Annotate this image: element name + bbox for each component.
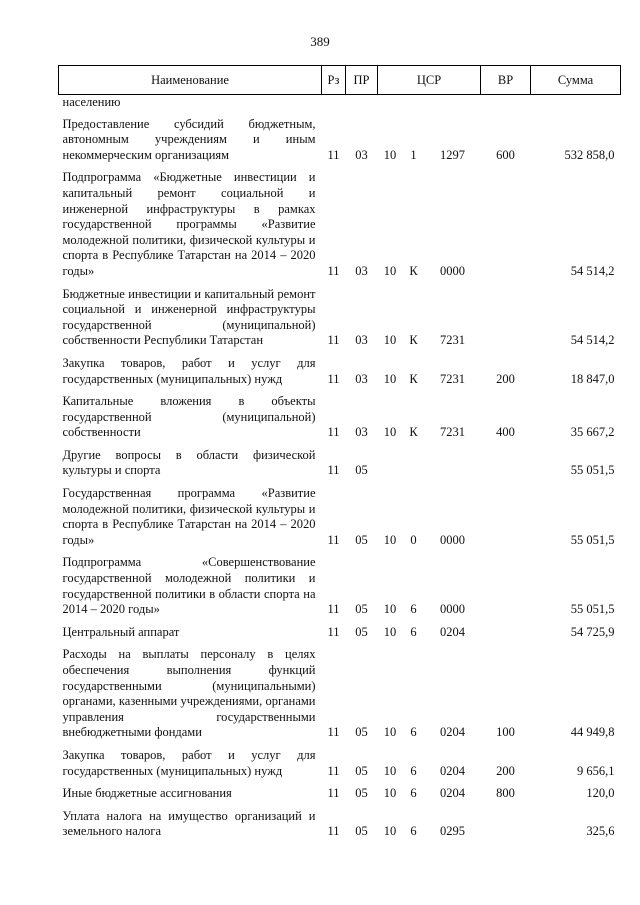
table-cell-sum: 55 051,5 [570, 463, 615, 478]
table-cell-pr: 05 [355, 602, 368, 617]
table-cell-name: Уплата налога на имущество организаций и земельного налога [62, 808, 316, 839]
table-cell-csr-direction: 0204 [440, 763, 465, 778]
table-cell-csr-subprogram: К [409, 263, 418, 278]
table-cell-vr: 600 [496, 147, 515, 162]
table-cell-rz: 11 [327, 824, 340, 839]
table-cell-rz: 11 [327, 763, 340, 778]
table-cell-csr-direction: 7231 [440, 425, 465, 440]
table-cell-csr-program [378, 448, 403, 486]
table-cell-csr-program: 10 [383, 425, 397, 440]
table-cell-pr: 05 [355, 624, 368, 639]
table-cell-csr-subprogram: К [409, 425, 418, 440]
table-cell-pr: 03 [355, 263, 368, 278]
table-cell-rz: 11 [327, 371, 340, 386]
table-cell-csr-program: 10 [383, 147, 397, 162]
table-cell-vr [481, 486, 531, 555]
table-cell-csr-direction [425, 95, 481, 117]
header-pr: ПР [346, 66, 378, 95]
table-row [59, 170, 621, 286]
table-cell-sum: 532 858,0 [564, 147, 615, 162]
table-cell-name: Бюджетные инвестиции и капитальный ремонт социальной и инженерной инфраструктуры государственной (муниципальной) собственности Республики Татарстан [62, 286, 316, 348]
table-cell-pr: 03 [355, 333, 368, 348]
table-cell-vr [481, 625, 531, 648]
table-cell-csr-direction: 7231 [440, 371, 465, 386]
table-cell-csr-subprogram: 6 [410, 824, 417, 839]
table-cell-csr-subprogram: 6 [410, 725, 417, 740]
table-cell-csr-subprogram [403, 95, 425, 117]
header-rz: Рз [322, 66, 346, 95]
table-cell-sum: 55 051,5 [570, 602, 615, 617]
table-cell-pr: 03 [355, 371, 368, 386]
table-cell-vr: 400 [496, 425, 515, 440]
table-cell-vr: 800 [496, 786, 515, 801]
table-cell-csr-direction: 0204 [440, 725, 465, 740]
table-cell-sum [531, 95, 621, 117]
table-cell-sum: 54 514,2 [570, 333, 615, 348]
table-cell-csr-program [378, 95, 403, 117]
table-cell-pr: 03 [355, 147, 368, 162]
table-cell-csr-direction: 0000 [440, 602, 465, 617]
table-row [59, 95, 621, 117]
table-cell-csr-program: 10 [383, 824, 397, 839]
table-cell-rz: 11 [327, 624, 340, 639]
table-row [59, 625, 621, 648]
table-cell-sum: 35 667,2 [570, 425, 615, 440]
table-cell-csr-program: 10 [383, 763, 397, 778]
table-cell-csr-direction: 0204 [440, 786, 465, 801]
table-cell-csr-direction: 0204 [440, 624, 465, 639]
table-cell-sum: 55 051,5 [570, 532, 615, 547]
table-cell-csr-subprogram: 6 [410, 763, 417, 778]
table-cell-sum: 54 514,2 [570, 263, 615, 278]
table-cell-name: Подпрограмма «Совершенствование государственной молодежной политики и государственной политики в области спорта на 2014 – 2020 годы» [62, 555, 316, 617]
table-cell-name: Государственная программа «Развитие молодежной политики, физической культуры и спорта в Республике Татарстан на 2014 – 2020 годы» [62, 486, 316, 547]
table-cell-name: Подпрограмма «Бюджетные инвестиции и капитальный ремонт социальной и инженерной инфраструктуры в рамках государственной программы «Развитие молодежной политики, физической культуры и спорта в Республике Татарстан на 2014 – 2020 годы» [62, 170, 316, 278]
table-row [59, 394, 621, 448]
table-cell-csr-program: 10 [383, 786, 397, 801]
table-cell-pr: 05 [355, 725, 368, 740]
table-cell-rz: 11 [327, 725, 340, 740]
table-row [59, 647, 621, 748]
table-cell-rz: 11 [327, 786, 340, 801]
table-cell-name: Центральный аппарат [62, 624, 180, 639]
table-cell-rz: 11 [327, 463, 340, 478]
table-cell-pr: 05 [355, 463, 368, 478]
table-cell-rz: 11 [327, 333, 340, 348]
table-cell-vr [481, 555, 531, 624]
table-cell-rz: 11 [327, 532, 340, 547]
table-cell-vr [481, 448, 531, 486]
table-cell-vr [481, 170, 531, 286]
table-cell-sum: 44 949,8 [570, 725, 615, 740]
table-cell-name: Закупка товаров, работ и услуг для государственных (муниципальных) нужд [62, 747, 316, 778]
table-cell-pr: 05 [355, 824, 368, 839]
table-cell-csr-program: 10 [383, 602, 397, 617]
table-cell-csr-direction: 0000 [440, 532, 465, 547]
table-cell-rz: 11 [327, 425, 340, 440]
table-cell-vr [481, 809, 531, 847]
table-cell-pr: 05 [355, 763, 368, 778]
table-cell-csr-program: 10 [383, 532, 397, 547]
table-row [59, 486, 621, 555]
table-row [59, 356, 621, 394]
table-cell-sum: 120,0 [586, 786, 615, 801]
table-cell-sum: 325,6 [586, 824, 615, 839]
header-name: Наименование [59, 66, 322, 95]
table-cell-pr [346, 95, 378, 117]
header-csr: ЦСР [378, 66, 481, 95]
table-cell-vr: 200 [496, 763, 515, 778]
table-cell-csr-subprogram: 6 [410, 602, 417, 617]
table-cell-rz: 11 [327, 147, 340, 162]
table-row [59, 287, 621, 356]
table-cell-csr-subprogram: 0 [410, 532, 417, 547]
table-cell-name: Предоставление субсидий бюджетным, автономным учреждениям и иным некоммерческим организациям [62, 116, 316, 162]
header-sum: Сумма [531, 66, 621, 95]
table-cell-rz: 11 [327, 263, 340, 278]
table-cell-name: населению [62, 95, 121, 109]
table-cell-sum: 18 847,0 [570, 371, 615, 386]
table-cell-csr-program: 10 [383, 624, 397, 639]
table-row [59, 448, 621, 486]
table-cell-csr-subprogram: 1 [410, 147, 417, 162]
table-cell-csr-subprogram [403, 448, 425, 486]
table-cell-csr-subprogram: 6 [410, 624, 417, 639]
table-cell-name: Капитальные вложения в объекты государственной (муниципальной) собственности [62, 394, 316, 440]
table-cell-name: Другие вопросы в области физической культуры и спорта [62, 447, 316, 478]
table-cell-sum: 9 656,1 [577, 763, 615, 778]
budget-table [58, 65, 621, 847]
table-cell-name: Иные бюджетные ассигнования [62, 786, 232, 801]
table-cell-rz: 11 [327, 602, 340, 617]
table-cell-vr [481, 287, 531, 356]
table-cell-csr-subprogram: К [409, 333, 418, 348]
table-cell-csr-program: 10 [383, 333, 397, 348]
table-row [59, 809, 621, 847]
table-cell-csr-subprogram: К [409, 371, 418, 386]
table-cell-sum: 54 725,9 [570, 624, 615, 639]
table-cell-csr-program: 10 [383, 263, 397, 278]
table-row [59, 748, 621, 786]
table-cell-pr: 03 [355, 425, 368, 440]
table-cell-pr: 05 [355, 786, 368, 801]
table-cell-csr-program: 10 [383, 371, 397, 386]
table-cell-rz [322, 95, 346, 117]
table-cell-name: Расходы на выплаты персоналу в целях обеспечения выполнения функций государственными (муниципальными) органами, казенными учреждениями, органами управления государственными внебюджетными фондами [62, 647, 316, 740]
table-cell-csr-program: 10 [383, 725, 397, 740]
table-body [59, 95, 621, 847]
table-cell-name: Закупка товаров, работ и услуг для государственных (муниципальных) нужд [62, 355, 316, 386]
table-cell-csr-direction [425, 448, 481, 486]
table-header-row [59, 66, 621, 95]
table-row [59, 555, 621, 624]
table-cell-csr-direction: 0295 [440, 824, 465, 839]
table-cell-csr-subprogram: 6 [410, 786, 417, 801]
table-row [59, 786, 621, 809]
header-vr: ВР [481, 66, 531, 95]
table-cell-vr [481, 95, 531, 117]
table-cell-vr: 100 [496, 725, 515, 740]
page-number: 389 [310, 34, 330, 49]
table-row [59, 117, 621, 171]
table-cell-csr-direction: 1297 [440, 147, 465, 162]
table-cell-csr-direction: 7231 [440, 333, 465, 348]
table-cell-csr-direction: 0000 [440, 263, 465, 278]
table-cell-vr: 200 [496, 371, 515, 386]
table-cell-pr: 05 [355, 532, 368, 547]
